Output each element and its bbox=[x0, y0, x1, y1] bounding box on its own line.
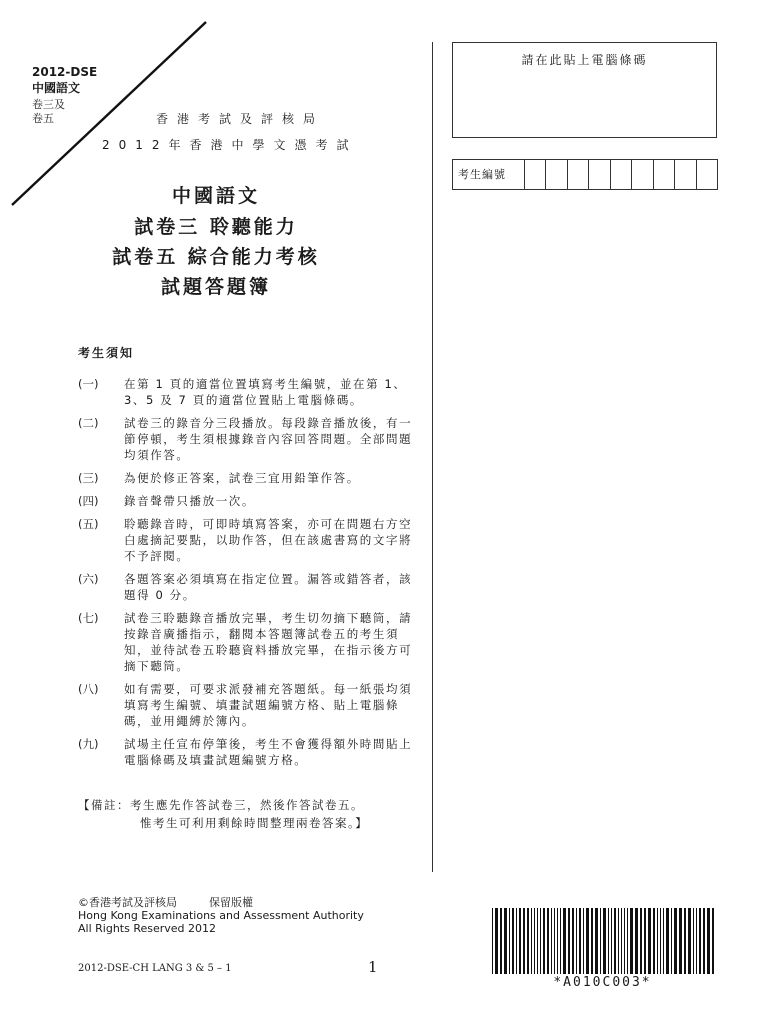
item-number: (七) bbox=[78, 611, 99, 625]
barcode-bar bbox=[608, 908, 609, 974]
barcode-bar bbox=[579, 908, 581, 974]
candidate-number-cell[interactable] bbox=[568, 160, 589, 189]
barcode-bar bbox=[586, 908, 589, 974]
barcode-bar bbox=[618, 908, 619, 974]
rights-zh: 保留版權 bbox=[209, 896, 253, 909]
title-block bbox=[0, 180, 432, 302]
barcode-bar bbox=[516, 908, 517, 974]
list-item bbox=[78, 470, 418, 486]
barcode-bar bbox=[644, 908, 646, 974]
barcode-bar bbox=[509, 908, 510, 974]
candidate-number-cell[interactable] bbox=[525, 160, 546, 189]
remark-line-2: 惟考生可利用剩餘時間整理兩卷答案。】 bbox=[140, 816, 369, 830]
barcode-bar bbox=[576, 908, 577, 974]
barcode-bar bbox=[557, 908, 558, 974]
barcode-bar bbox=[500, 908, 502, 974]
barcode-bar bbox=[568, 908, 570, 974]
barcode-bar bbox=[640, 908, 642, 974]
instructions-heading: 考生須知 bbox=[78, 346, 135, 360]
barcode-bar bbox=[688, 908, 691, 974]
barcode-bar bbox=[684, 908, 686, 974]
barcode-bar bbox=[540, 908, 541, 974]
barcode-box-label: 請在此貼上電腦條碼 bbox=[521, 53, 648, 67]
exam-year-title: 2012年香港中學文憑考試 bbox=[102, 138, 358, 152]
barcode-bar bbox=[627, 908, 628, 974]
barcode-bar bbox=[495, 908, 498, 974]
barcode-bar bbox=[531, 908, 532, 974]
subject-name: 中國語文 bbox=[32, 81, 81, 95]
barcode-text: *A010C003* bbox=[553, 975, 652, 990]
exam-code: 2012-DSE bbox=[32, 65, 98, 79]
barcode-bar bbox=[696, 908, 697, 974]
list-item bbox=[78, 610, 418, 674]
barcode-bar bbox=[703, 908, 705, 974]
list-item bbox=[78, 493, 418, 509]
list-item bbox=[78, 736, 418, 768]
barcode-image bbox=[492, 908, 716, 974]
barcode-bar bbox=[551, 908, 552, 974]
barcode-bar bbox=[621, 908, 622, 974]
candidate-number-cell[interactable] bbox=[546, 160, 567, 189]
corner-tag bbox=[32, 64, 97, 126]
barcode-bar bbox=[512, 908, 514, 974]
page-number: 1 bbox=[368, 958, 378, 976]
barcode-bar bbox=[519, 908, 521, 974]
rights-en: All Rights Reserved 2012 bbox=[78, 922, 217, 935]
item-number: (五) bbox=[78, 517, 99, 531]
remark-block bbox=[78, 796, 368, 832]
item-text: 試卷三的錄音分三段播放。每段錄音播放後，有一節停頓，考生須根據錄音內容回答問題。全部問題均須作答。 bbox=[124, 416, 413, 462]
list-item bbox=[78, 571, 418, 603]
item-text: 錄音聲帶只播放一次。 bbox=[124, 494, 255, 508]
item-number: (三) bbox=[78, 471, 99, 485]
title-subject: 中國語文 bbox=[171, 185, 260, 207]
barcode-bar bbox=[527, 908, 529, 974]
barcode-bar bbox=[595, 908, 598, 974]
barcode-bar bbox=[666, 908, 669, 974]
candidate-number-box bbox=[452, 159, 718, 190]
item-number: (六) bbox=[78, 572, 99, 586]
list-item bbox=[78, 376, 418, 408]
barcode-bar bbox=[707, 908, 710, 974]
list-item bbox=[78, 415, 418, 463]
barcode-bar bbox=[534, 908, 535, 974]
barcode-bar bbox=[504, 908, 507, 974]
paper-tag-line2: 卷五 bbox=[32, 112, 54, 125]
barcode-bar bbox=[648, 908, 651, 974]
barcode-bar bbox=[614, 908, 616, 974]
paper-tag-line1: 卷三及 bbox=[32, 98, 65, 111]
item-number: (八) bbox=[78, 682, 99, 696]
item-text: 試卷三聆聽錄音播放完畢，考生切勿摘下聽筒，請按錄音廣播指示，翻閱本答題簿試卷五的考生須知，並待試卷五聆聽資料播放完畢，在指示後方可摘下聽筒。 bbox=[124, 611, 413, 673]
candidate-number-cell[interactable] bbox=[697, 160, 717, 189]
vertical-divider bbox=[432, 42, 433, 872]
barcode-bar bbox=[492, 908, 493, 974]
item-text: 聆聽錄音時，可即時填寫答案，亦可在問題右方空白處摘記要點，以助作答，但在該處書寫的文字將不予評閱。 bbox=[124, 517, 413, 563]
barcode-bar bbox=[600, 908, 601, 974]
candidate-number-cell[interactable] bbox=[654, 160, 675, 189]
list-item bbox=[78, 681, 418, 729]
item-number: (四) bbox=[78, 494, 99, 508]
candidate-number-cell[interactable] bbox=[675, 160, 696, 189]
barcode-bar bbox=[660, 908, 661, 974]
item-number: (二) bbox=[78, 416, 99, 430]
authority-name-zh: 香港考試及評核局 bbox=[156, 112, 325, 126]
barcode-bar bbox=[523, 908, 525, 974]
barcode-bar bbox=[635, 908, 638, 974]
barcode-bar bbox=[537, 908, 538, 974]
barcode-bar bbox=[603, 908, 606, 974]
barcode-bar bbox=[693, 908, 694, 974]
item-text: 試場主任宣布停筆後，考生不會獲得額外時間貼上電腦條碼及填畫試題編號方格。 bbox=[124, 737, 413, 767]
barcode-bar bbox=[547, 908, 549, 974]
barcode-bar bbox=[671, 908, 672, 974]
item-text: 如有需要，可要求派發補充答題紙。每一紙張均須填寫考生編號、填畫試題編號方格、貼上電腦條碼，並用繩縛於簿內。 bbox=[124, 682, 413, 728]
barcode-bar bbox=[653, 908, 655, 974]
item-text: 各題答案必須填寫在指定位置。漏答或錯答者，該題得 0 分。 bbox=[124, 572, 413, 602]
authority-name-en: Hong Kong Examinations and Assessment Authority bbox=[78, 909, 364, 922]
remark-line-1: 【備註：考生應先作答試卷三，然後作答試卷五。 bbox=[78, 798, 364, 812]
barcode-bar bbox=[560, 908, 561, 974]
barcode-bar bbox=[583, 908, 584, 974]
paper-code: 2012-DSE-CH LANG 3 & 5 – 1 bbox=[78, 963, 232, 974]
barcode-bar bbox=[543, 908, 545, 974]
copyright-zh: ©香港考試及評核局 bbox=[78, 896, 177, 909]
title-paper3: 試卷三 聆聽能力 bbox=[134, 216, 298, 238]
item-number: (一) bbox=[78, 377, 99, 391]
instructions-list bbox=[78, 376, 418, 775]
barcode-bar bbox=[630, 908, 633, 974]
item-text: 為便於修正答案，試卷三宜用鉛筆作答。 bbox=[124, 471, 360, 485]
barcode-bar bbox=[699, 908, 701, 974]
barcode-bar bbox=[657, 908, 658, 974]
item-number: (九) bbox=[78, 737, 99, 751]
barcode-bar bbox=[663, 908, 664, 974]
barcode-bar bbox=[624, 908, 625, 974]
barcode-bar bbox=[563, 908, 566, 974]
item-text: 在第 1 頁的適當位置填寫考生編號，並在第 1、3、5 及 7 頁的適當位置貼上電腦條碼。 bbox=[124, 377, 407, 407]
copyright-block bbox=[78, 896, 364, 935]
barcode-bar bbox=[611, 908, 612, 974]
barcode-sticker-box[interactable] bbox=[452, 42, 717, 138]
barcode-bar bbox=[674, 908, 677, 974]
list-item bbox=[78, 516, 418, 564]
candidate-number-label: 考生編號 bbox=[453, 160, 525, 189]
title-paper5: 試卷五 綜合能力考核 bbox=[112, 246, 320, 268]
barcode-bar bbox=[572, 908, 574, 974]
barcode-bar bbox=[712, 908, 714, 974]
barcode-bar bbox=[591, 908, 593, 974]
candidate-number-cell[interactable] bbox=[611, 160, 632, 189]
title-booklet: 試題答題簿 bbox=[160, 276, 271, 298]
candidate-number-cell[interactable] bbox=[589, 160, 610, 189]
barcode-bar bbox=[554, 908, 555, 974]
candidate-number-cell[interactable] bbox=[632, 160, 653, 189]
barcode-bar bbox=[679, 908, 682, 974]
